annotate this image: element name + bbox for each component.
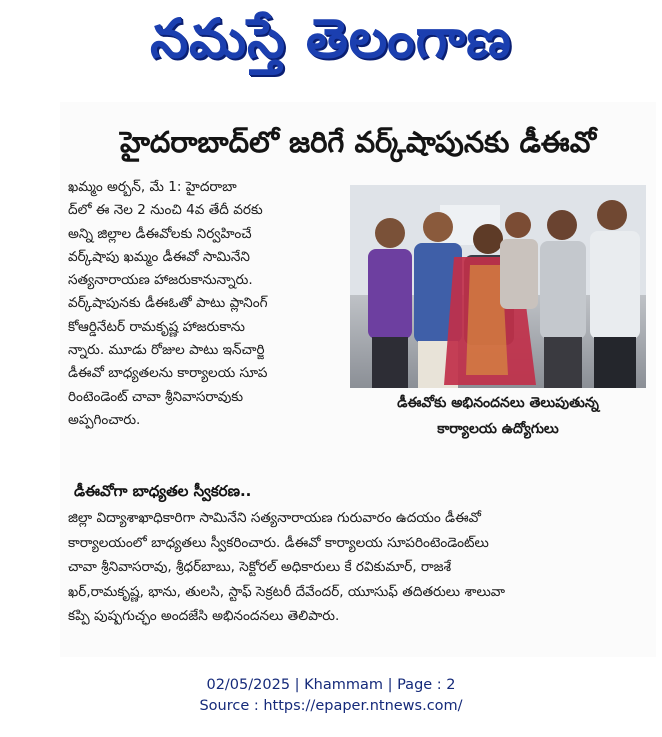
source-link[interactable]: Source : https://epaper.ntnews.com/: [199, 698, 463, 714]
group-photo-illustration: [350, 185, 646, 388]
body-line: ఖర్,రామకృష్ణ, భాను, తులసి, స్టాఫ్ సెక్రటరీ దేవేందర్, యూసుఫ్ తదితరులు శాలువా: [68, 583, 506, 600]
article-column-text: [68, 176, 342, 432]
newspaper-masthead: నమస్తే తెలంగాణ: [150, 7, 512, 70]
news-clipping: [60, 102, 656, 657]
column-line: అప్పగించారు.: [68, 411, 141, 428]
edition-info: 02/05/2025 | Khammam | Page : 2: [206, 677, 456, 693]
article-photo: [350, 185, 646, 388]
caption-line: డీఈవోకు అభినందనలు తెలుపుతున్న: [397, 395, 599, 411]
column-line: ద్‌లో ఈ నెల 2 నుంచి 4వ తేదీ వరకు: [68, 202, 263, 219]
column-line: వర్క్‌షాపు ఖమ్మం డీఈవో సామినేని: [68, 248, 250, 265]
column-line: డీఈవో బాధ్యతలను కార్యాలయ సూప: [68, 365, 268, 382]
body-line: కప్పి పుష్పగుచ్ఛం అందజేసి అభినందనలు తెలిపారు.: [68, 608, 340, 625]
body-line: చావా శ్రీనివాసరావు, శ్రీధర్‌బాబు, సెక్టోరల్ అధికారులు కే రవికుమార్, రాజశే: [68, 559, 452, 576]
column-line: కోఆర్డినేటర్ రామకృష్ణ హాజరుకాను: [68, 318, 245, 335]
column-line: ఖమ్మం అర్బన్, మే 1: హైదరాబా: [68, 179, 237, 195]
article-headline: హైదరాబాద్‌లో జరిగే వర్క్‌షాపునకు డీఈవో: [119, 125, 597, 159]
body-line: కార్యాలయంలో బాధ్యతలు స్వీకరించారు. డీఈవో కార్యాలయ సూపరింటెండెంట్‌లు: [68, 534, 489, 551]
article-body-text: [68, 506, 646, 629]
article-subheading: డీఈవోగా బాధ్యతల స్వీకరణ..: [74, 482, 252, 500]
caption-line: కార్యాలయ ఉద్యోగులు: [437, 421, 559, 437]
column-line: న్నారు. మూడు రోజుల పాటు ఇన్‌చార్జి: [68, 342, 265, 359]
column-line: వర్క్‌షాపునకు డీఈఓతో పాటు ప్లానింగ్: [68, 295, 268, 312]
column-line: సత్యనారాయణ హాజరుకానున్నారు.: [68, 272, 253, 289]
column-line: అన్ని జిల్లాల డీఈవోలకు నిర్వహించే: [68, 225, 252, 242]
body-line: జిల్లా విద్యాశాఖాధికారిగా సామినేని సత్యనారాయణ గురువారం ఉదయం డీఈవో: [68, 510, 481, 526]
photo-caption: [350, 390, 646, 448]
column-line: రింటెండెంట్ చావా శ్రీనివాసరావుకు: [68, 388, 244, 405]
